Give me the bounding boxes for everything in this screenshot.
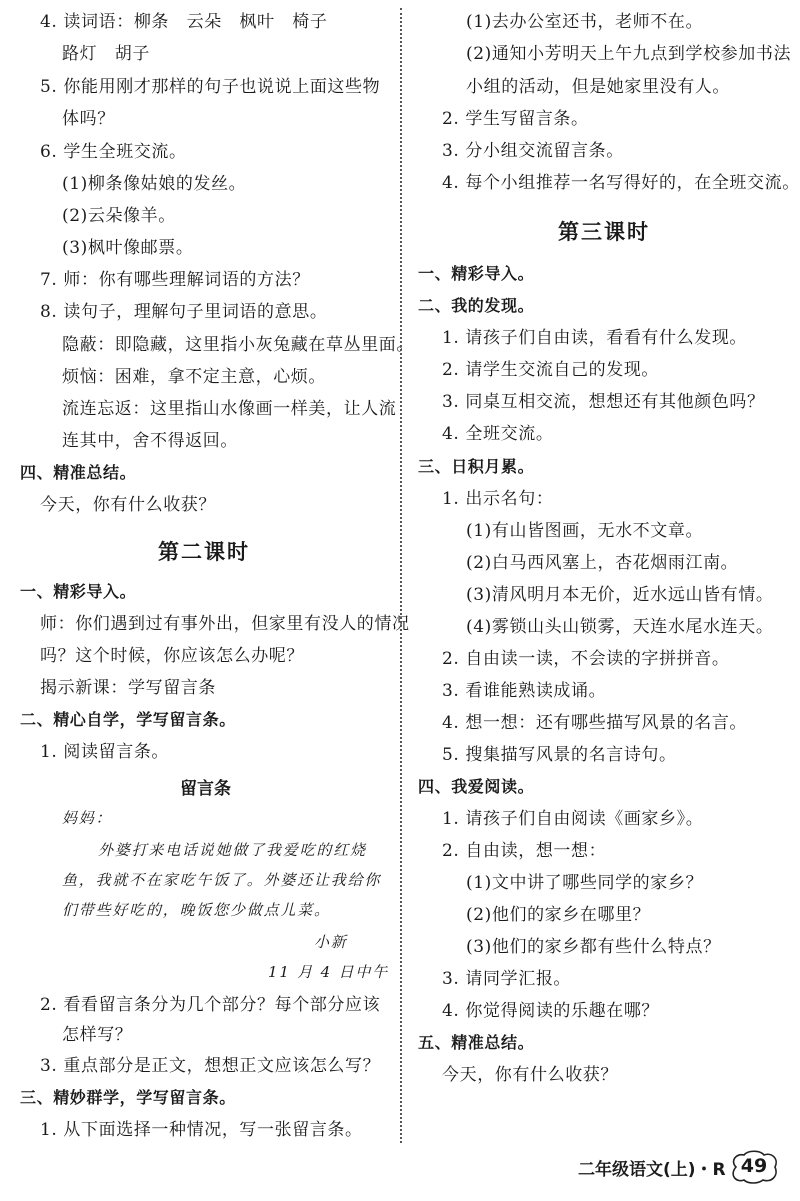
- section-heading: 一、精彩导入。: [418, 264, 535, 283]
- list-item: 5. 你能用刚才那样的句子也说说上面这些物: [40, 77, 381, 97]
- list-item: 3. 分小组交流留言条。: [442, 141, 624, 161]
- list-item: (2)通知小芳明天上午九点到学校参加书法: [466, 44, 792, 64]
- list-item: 3. 看谁能熟读成诵。: [442, 681, 607, 701]
- section-heading: 三、精妙群学，学写留言条。: [20, 1088, 236, 1107]
- note-greeting: 妈妈：: [62, 809, 113, 827]
- section-heading: 五、精准总结。: [418, 1033, 535, 1052]
- list-item: 2. 自由读，想一想：: [442, 841, 607, 861]
- list-item: 小组的活动，但是她家里没有人。: [466, 77, 730, 97]
- list-item: 4. 你觉得阅读的乐趣在哪？: [442, 1001, 660, 1021]
- list-item: (3)他们的家乡都有些什么特点？: [466, 937, 721, 957]
- list-item: 2. 请学生交流自己的发现。: [442, 360, 660, 380]
- list-item: 4. 读词语：柳条 云朵 枫叶 椅子: [40, 12, 328, 32]
- list-item: 吗？这个时候，你应该怎么办呢？: [40, 646, 304, 666]
- list-item: 3. 同桌互相交流，想想还有其他颜色吗？: [442, 392, 765, 412]
- column-divider: [400, 8, 402, 1143]
- list-item: 3. 重点部分是正文，想想正文应该怎么写？: [40, 1056, 381, 1076]
- list-item: 4. 每个小组推荐一名写得好的，在全班交流。: [442, 173, 800, 193]
- list-item: 3. 请同学汇报。: [442, 969, 572, 989]
- list-item: 路灯 胡子: [62, 44, 150, 64]
- list-item: (2)云朵像羊。: [62, 206, 176, 226]
- list-item: 2. 学生写留言条。: [442, 109, 589, 129]
- list-item: 师：你们遇到过有事外出，但家里有没人的情况: [40, 614, 410, 634]
- section-heading: 三、日积月累。: [418, 457, 535, 476]
- list-item: 8. 读句子，理解句子里词语的意思。: [40, 302, 328, 322]
- note-title: 留言条: [180, 779, 231, 799]
- list-item: 2. 看看留言条分为几个部分？每个部分应该: [40, 995, 381, 1015]
- list-item: (4)雾锁山头山锁雾，天连水尾水连天。: [466, 617, 774, 637]
- list-item: 6. 学生全班交流。: [40, 142, 187, 162]
- lesson-title: 第三课时: [558, 219, 650, 244]
- list-item: (3)清风明月本无价，近水远山皆有情。: [466, 585, 774, 605]
- list-item: 1. 请孩子们自由读，看看有什么发现。: [442, 328, 748, 348]
- page-number-badge: [728, 1149, 780, 1185]
- list-item: (1)文中讲了哪些同学的家乡？: [466, 873, 704, 893]
- section-heading: 四、精准总结。: [20, 463, 137, 482]
- note-body: 们带些好吃的，晚饭您少做点儿菜。: [62, 901, 331, 919]
- note-date: 11 月 4 日中午: [268, 963, 389, 981]
- list-item: 1. 出示名句：: [442, 489, 554, 509]
- list-item: (1)有山皆图画，无水不文章。: [466, 521, 704, 541]
- list-item: 今天，你有什么收获？: [442, 1065, 618, 1085]
- note-body: 外婆打来电话说她做了我爱吃的红烧: [98, 841, 367, 859]
- list-item: 1. 阅读留言条。: [40, 742, 170, 762]
- list-item: (2)白马西风塞上，杏花烟雨江南。: [466, 553, 739, 573]
- list-item: (1)去办公室还书，老师不在。: [466, 12, 704, 32]
- list-item: 5. 搜集描写风景的名言诗句。: [442, 745, 677, 765]
- list-item: (2)他们的家乡在哪里？: [466, 905, 651, 925]
- list-item: 揭示新课：学写留言条: [40, 678, 216, 698]
- note-body: 鱼，我就不在家吃午饭了。外婆还让我给你: [62, 871, 382, 889]
- list-item: 怎样写？: [62, 1025, 133, 1045]
- section-heading: 四、我爱阅读。: [418, 777, 535, 796]
- lesson-title: 第二课时: [158, 539, 250, 564]
- list-item: 隐蔽：即隐藏，这里指小灰兔藏在草丛里面。: [62, 335, 414, 355]
- list-item: 流连忘返：这里指山水像画一样美，让人流: [62, 399, 397, 419]
- list-item: 烦恼：困难，拿不定主意，心烦。: [62, 367, 326, 387]
- list-item: (1)柳条像姑娘的发丝。: [62, 174, 247, 194]
- list-item: 4. 全班交流。: [442, 424, 554, 444]
- section-heading: 二、我的发现。: [418, 296, 535, 315]
- list-item: 4. 想一想：还有哪些描写风景的名言。: [442, 713, 748, 733]
- list-item: 2. 自由读一读，不会读的字拼拼音。: [442, 649, 730, 669]
- list-item: 连其中，舍不得返回。: [62, 431, 238, 451]
- list-item: 7. 师：你有哪些理解词语的方法？: [40, 270, 310, 290]
- list-item: (3)枫叶像邮票。: [62, 238, 194, 258]
- list-item: 1. 从下面选择一种情况，写一张留言条。: [40, 1120, 363, 1140]
- note-signature: 小新: [314, 933, 348, 951]
- book-label: 二年级语文(上)・R: [578, 1160, 726, 1180]
- list-item: 体吗？: [62, 109, 115, 129]
- list-item: 1. 请孩子们自由阅读《画家乡》。: [442, 809, 704, 829]
- section-heading: 一、精彩导入。: [20, 582, 137, 601]
- page-number: 49: [740, 1155, 768, 1177]
- section-heading: 二、精心自学，学写留言条。: [20, 710, 236, 729]
- list-item: 今天，你有什么收获？: [40, 495, 216, 515]
